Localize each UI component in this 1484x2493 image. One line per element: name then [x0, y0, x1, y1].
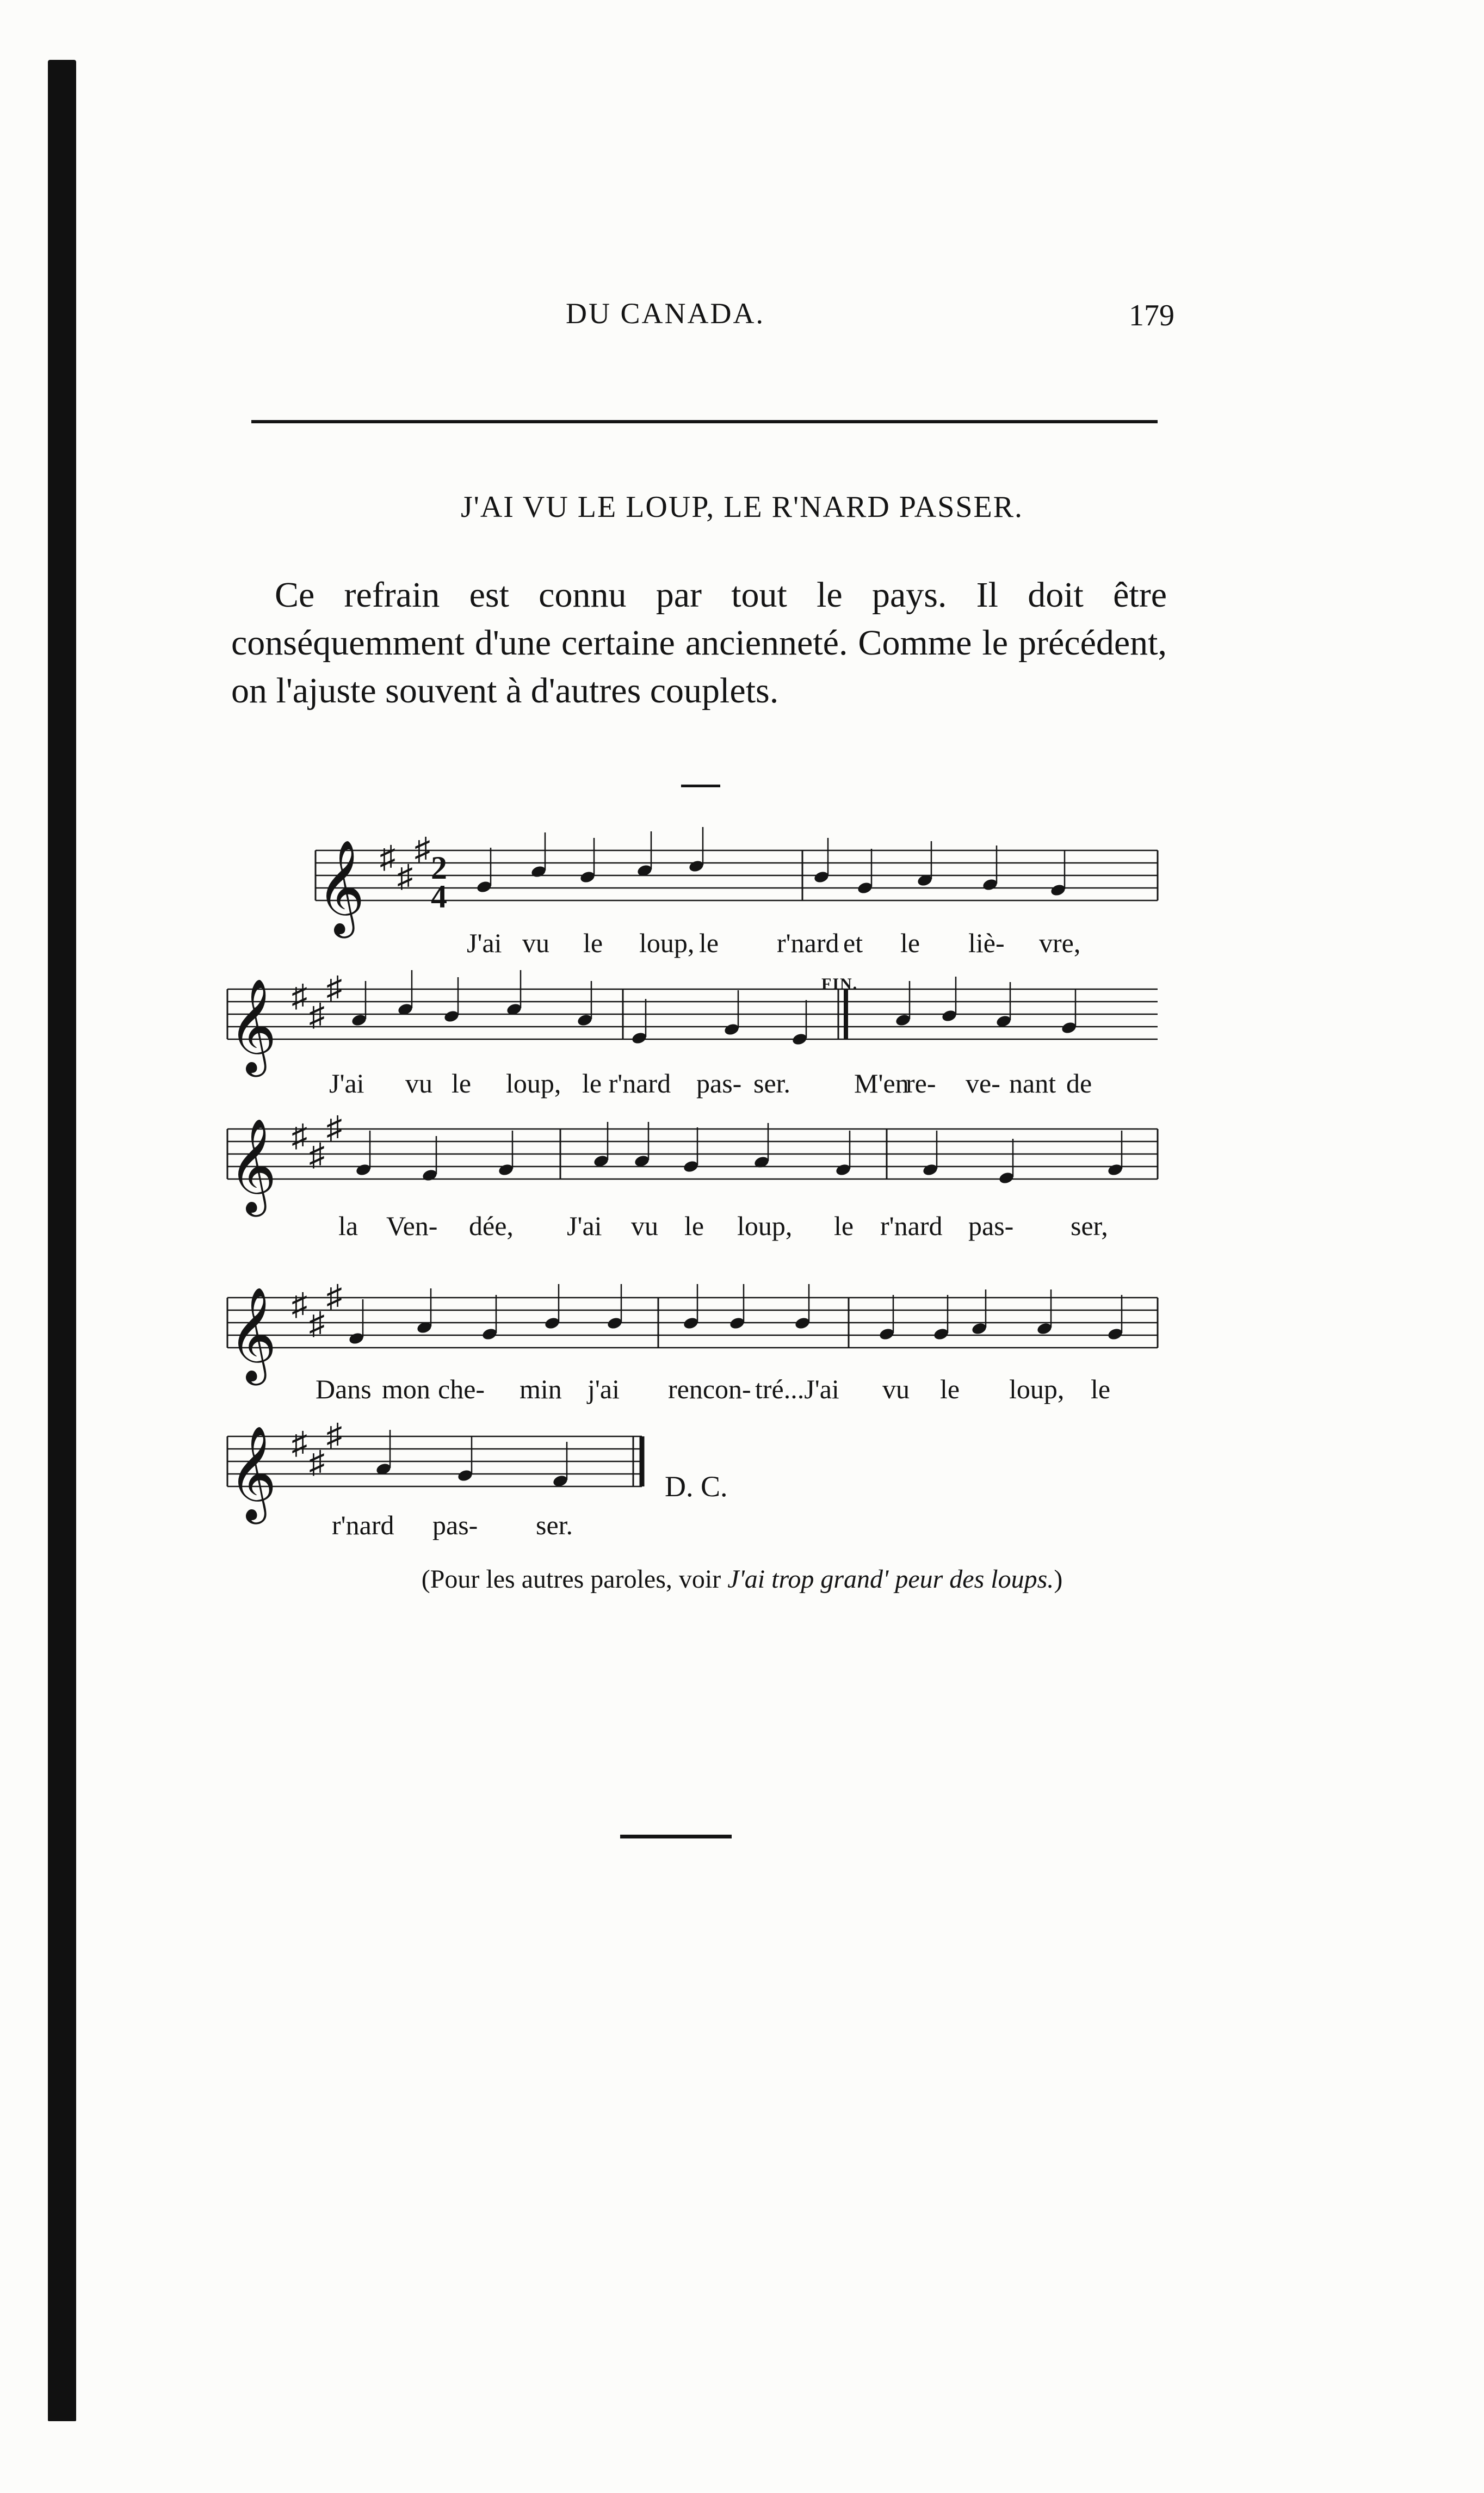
sharp-accidental: ♯: [309, 1137, 325, 1173]
lyric-syllable: r'nard: [332, 1510, 394, 1540]
notehead: [895, 1013, 912, 1027]
notehead: [530, 865, 547, 879]
lyric-syllable: mon: [382, 1374, 430, 1404]
notehead: [1061, 1021, 1078, 1035]
notehead: [351, 1013, 368, 1027]
notehead: [348, 1331, 365, 1346]
treble-clef: 𝄞: [228, 1289, 277, 1380]
sharp-accidental: ♯: [292, 978, 307, 1014]
notehead: [724, 1022, 740, 1036]
lyric-syllable: loup,: [506, 1068, 561, 1099]
notehead: [579, 870, 596, 884]
lyric-syllable: et: [843, 928, 863, 958]
lyric-syllable: pas-: [696, 1068, 742, 1099]
sharp-accidental: ♯: [292, 1287, 307, 1322]
lyric-syllable: vre,: [1039, 928, 1081, 958]
lyric-syllable: tré...J'ai: [755, 1374, 839, 1404]
footnote-prefix: (Pour les autres paroles, voir: [421, 1565, 728, 1594]
notehead: [879, 1327, 895, 1341]
lyric-syllable: J'ai: [467, 928, 502, 958]
da-capo-mark: D. C.: [665, 1470, 728, 1503]
sharp-accidental: ♯: [309, 1306, 325, 1341]
song-title: J'AI VU LE LOUP, LE R'NARD PASSER.: [460, 490, 1024, 524]
notehead: [1107, 1327, 1124, 1341]
time-signature-bottom: 4: [431, 879, 447, 915]
notehead: [355, 1163, 372, 1177]
treble-clef: 𝄞: [228, 1428, 277, 1519]
lyric-syllable: loup,: [1009, 1374, 1065, 1404]
lyric-syllable: le: [900, 928, 920, 958]
notehead: [481, 1327, 498, 1341]
lyric-syllable: nant: [1009, 1068, 1056, 1099]
lyric-syllable: ser,: [1071, 1211, 1108, 1241]
notehead: [835, 1163, 852, 1177]
notehead: [1107, 1163, 1124, 1177]
footnote: [0, 1564, 1484, 1594]
notehead: [941, 1009, 958, 1023]
lyric-syllable: loup,: [737, 1211, 793, 1241]
notehead: [577, 1013, 593, 1027]
sharp-accidental: ♯: [397, 859, 413, 894]
lyric-syllable: le: [583, 928, 603, 958]
time-signature-top: 2: [431, 850, 447, 886]
notehead: [688, 859, 705, 873]
lyric-syllable: le r'nard: [582, 1068, 671, 1099]
lyric-syllable: vu: [631, 1211, 658, 1241]
notehead: [794, 1316, 811, 1330]
sharp-accidental: ♯: [292, 1118, 307, 1153]
notehead: [813, 870, 830, 884]
notehead: [544, 1316, 561, 1330]
notehead: [982, 878, 999, 892]
treble-clef: 𝄞: [317, 842, 365, 933]
footnote-title-reference: J'ai trop grand' peur des loups.: [727, 1565, 1054, 1594]
treble-clef: 𝄞: [228, 1121, 277, 1211]
notehead: [922, 1163, 939, 1177]
lyric-syllable: le: [699, 928, 719, 958]
notehead: [443, 1009, 460, 1023]
sharp-accidental: ♯: [326, 1279, 342, 1314]
notehead: [631, 1031, 648, 1045]
footnote-suffix: ): [1054, 1565, 1063, 1594]
sharp-accidental: ♯: [326, 1417, 342, 1453]
intro-paragraph: Ce refrain est connu par tout le pays. Il doit être conséquemment d'une certaine ancienneté. Comme le précédent, on l'ajuste souvent à d'autres couplets.: [231, 575, 1167, 711]
sharp-accidental: ♯: [292, 1426, 307, 1461]
notehead: [683, 1159, 700, 1174]
lyric-syllable: Ven-: [386, 1211, 438, 1241]
lyric-syllable: le: [452, 1068, 472, 1099]
treble-clef: 𝄞: [228, 981, 277, 1071]
lyric-syllable: j'ai: [588, 1374, 620, 1404]
fin-mark: FIN.: [821, 975, 858, 993]
notehead: [998, 1171, 1015, 1185]
lyric-syllable: vu: [522, 928, 549, 958]
notehead: [1050, 883, 1067, 897]
notehead: [607, 1316, 623, 1330]
lyric-syllable: min: [520, 1374, 562, 1404]
notehead: [857, 881, 874, 895]
lyric-syllable: le: [834, 1211, 854, 1241]
lyric-syllable: dée,: [469, 1211, 514, 1241]
sharp-accidental: ♯: [380, 840, 395, 875]
lyric-syllable: ser.: [536, 1510, 573, 1540]
sharp-accidental: ♯: [326, 970, 342, 1005]
lyric-syllable: Dans: [316, 1374, 372, 1404]
notehead: [476, 880, 493, 894]
lyric-syllable: vu: [882, 1374, 910, 1404]
lyric-syllable: pas-: [968, 1211, 1014, 1241]
lyric-syllable: r'nard: [777, 928, 839, 958]
running-title: DU CANADA.: [566, 297, 765, 330]
notehead: [933, 1327, 950, 1341]
lyric-syllable: vu: [405, 1068, 432, 1099]
lyric-syllable: le: [1091, 1374, 1111, 1404]
lyric-syllable: de: [1066, 1068, 1092, 1099]
lyric-syllable: le: [940, 1374, 960, 1404]
sharp-accidental: ♯: [326, 1110, 342, 1145]
notehead: [498, 1163, 515, 1177]
lyric-syllable: le: [684, 1211, 704, 1241]
lyric-syllable: r'nard: [880, 1211, 943, 1241]
lyric-syllable: J'ai: [329, 1068, 364, 1099]
lyric-syllable: re-: [906, 1068, 936, 1099]
lyric-syllable: pas-: [432, 1510, 478, 1540]
lyric-syllable: liè-: [968, 928, 1005, 958]
notehead: [971, 1322, 988, 1336]
lyric-syllable: loup,: [639, 928, 695, 958]
sharp-accidental: ♯: [309, 997, 325, 1033]
notehead: [729, 1316, 746, 1330]
lyric-syllable: ser.: [753, 1068, 791, 1099]
lyric-syllable: la: [338, 1211, 358, 1241]
lyric-syllable: ve-: [966, 1068, 1000, 1099]
notehead: [792, 1032, 808, 1046]
notehead: [1036, 1322, 1053, 1336]
notehead: [422, 1168, 438, 1182]
notehead: [457, 1468, 474, 1483]
notehead: [683, 1316, 700, 1330]
sharp-accidental: ♯: [309, 1445, 325, 1480]
sharp-accidental: ♯: [415, 831, 430, 867]
lyric-syllable: M'en: [854, 1068, 909, 1099]
lyric-syllable: J'ai: [567, 1211, 602, 1241]
page-number: 179: [1129, 299, 1174, 332]
lyric-syllable: rencon-: [668, 1374, 751, 1404]
lyric-syllable: che-: [438, 1374, 485, 1404]
end-rule: [620, 1835, 732, 1838]
